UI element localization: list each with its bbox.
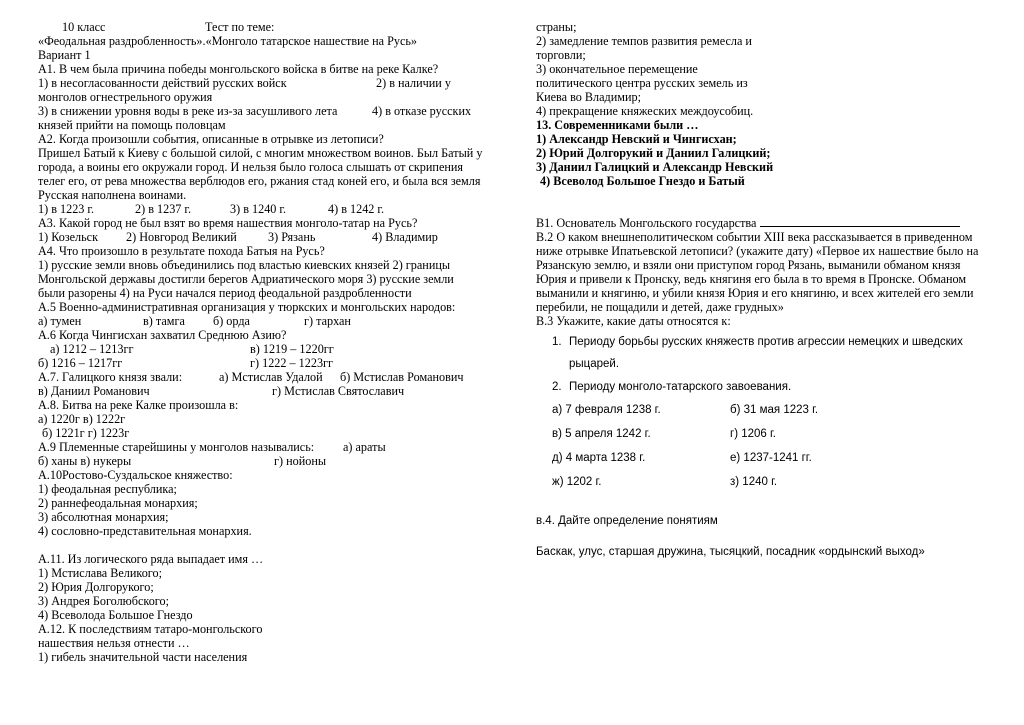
- answer-blank-b1: [760, 216, 960, 227]
- date-option: б) 31 мая 1223 г.: [730, 404, 819, 416]
- text-line: 3) абсолютная монархия;: [38, 510, 169, 524]
- text-line: 1) в 1223 г.: [38, 202, 95, 216]
- text-line: б) Мстислав Романович: [340, 370, 464, 384]
- text-line: А.10Ростово-Суздальское княжество:: [38, 468, 233, 482]
- text-line: 4) в отказе русских: [372, 104, 472, 118]
- date-option: з) 1240 г.: [730, 476, 778, 488]
- text-line: телег его, от рева множества верблюдов его, ржания стад коней его, и была вся земля: [38, 174, 481, 188]
- list-item: 2.: [552, 381, 562, 393]
- text-line: А1. В чем была причина победы монгольского войска в битве на реке Калке?: [38, 62, 439, 76]
- text-line: А.12. К последствиям татаро-монгольского: [38, 622, 263, 636]
- text-line: г) Мстислав Святославич: [272, 384, 405, 398]
- text-line: А4. Что произошло в результате похода Батыя на Русь?: [38, 244, 325, 258]
- text-line: 13. Современниками были …: [536, 118, 699, 132]
- text-line: 4) Всеволод Большое Гнездо и Батый: [540, 174, 745, 188]
- text-line: а) 1220г в) 1222г: [38, 412, 126, 426]
- text-line: 3) в 1240 г.: [230, 202, 287, 216]
- text-line: Русская наполнена воинами.: [38, 188, 187, 202]
- text-line: А.6 Когда Чингисхан захватил Среднюю Азию?: [38, 328, 287, 342]
- text-line: 4) в 1242 г.: [328, 202, 385, 216]
- text-line: 3) Рязань: [268, 230, 316, 244]
- text-line: 2) Юрия Долгорукого;: [38, 580, 154, 594]
- text-line: А3. Какой город не был взят во время нашествия монголо-татар на Русь?: [38, 216, 418, 230]
- text-line: «Феодальная раздробленность».«Монголо татарское нашествие на Русь»: [38, 34, 418, 48]
- text-line: а) 1212 – 1213гг: [50, 342, 134, 356]
- text-line: 2) в 1237 г.: [135, 202, 192, 216]
- text-line: страны;: [536, 20, 577, 34]
- text-line: А.7. Галицкого князя звали:: [38, 370, 183, 384]
- date-option: а) 7 февраля 1238 г.: [552, 404, 661, 416]
- text-line: в) Даниил Романович: [38, 384, 150, 398]
- text-line: г) тархан: [304, 314, 351, 328]
- text-line: князей прийти на помощь половцам: [38, 118, 226, 132]
- text-line: в) 1219 – 1220гг: [250, 342, 334, 356]
- text-line: в) тамга: [143, 314, 185, 328]
- text-line: А.5 Военно-административная организация у тюркских и монгольских народов:: [38, 300, 456, 314]
- text-line: Пришел Батый к Киеву с большой силой, с многим множеством воинов. Был Батый у: [38, 146, 483, 160]
- question-b4-title: в.4. Дайте определение понятиям: [536, 515, 718, 527]
- text-line: торговли;: [536, 48, 586, 62]
- text-line: выманили и княгиню, и убили князя Юрия и его княгиню, и всех жителей его земли: [536, 286, 974, 300]
- question-b1-label: В1. Основатель Монгольского государства: [536, 216, 757, 230]
- text-line: 1) в несогласованности действий русских войск: [38, 76, 287, 90]
- date-option: е) 1237-1241 гг.: [730, 452, 812, 464]
- text-line: а) араты: [343, 440, 386, 454]
- text-line: 1) Козельск: [38, 230, 99, 244]
- text-line: 1) гибель значительной части населения: [38, 650, 248, 664]
- text-line: б) 1221г г) 1223г: [42, 426, 130, 440]
- text-line: 2) замедление темпов развития ремесла и: [536, 34, 752, 48]
- text-line: политического центра русских земель из: [536, 76, 748, 90]
- text-line: 2) в наличии у: [376, 76, 451, 90]
- text-line: 1) феодальная республика;: [38, 482, 177, 496]
- text-line: А.11. Из логического ряда выпадает имя …: [38, 552, 264, 566]
- text-line: Киева во Владимир;: [536, 90, 641, 104]
- text-line: 3) в снижении уровня воды в реке из-за засушливого лета: [38, 104, 338, 118]
- text-line: города, а воины его окружали город. И нельзя было голоса слышать от скрипения: [38, 160, 464, 174]
- text-line: 10 класс: [62, 20, 106, 34]
- text-line: 3) Андрея Боголюбского;: [38, 594, 169, 608]
- text-line: перебили, не пощадили и детей, даже грудных»: [536, 300, 784, 314]
- text-line: Рязанскую землю, и взяли они приступом город Рязань, выманили обманом князя: [536, 258, 961, 272]
- text-line: Юрия и привели к Пронску, ведь княгиня его была в то время в Пронске. Обманом: [536, 272, 967, 286]
- question-b4-terms: Баскак, улус, старшая дружина, тысяцкий, посадник «ордынский выход»: [536, 546, 925, 558]
- text-line: были разорены 4) на Руси начался период феодальной раздробленности: [38, 286, 412, 300]
- text-line: Тест по теме:: [205, 20, 275, 34]
- text-line: В.3 Укажите, какие даты относятся к:: [536, 314, 731, 328]
- text-line: 2) Юрий Долгорукий и Даниил Галицкий;: [536, 146, 771, 160]
- date-option: г) 1206 г.: [730, 428, 776, 440]
- text-line: а) Мстислав Удалой: [219, 370, 323, 384]
- text-line: 2) Новгород Великий: [126, 230, 237, 244]
- text-line: В.2 О каком внешнеполитическом событии XIII века рассказывается в приведенном: [536, 230, 973, 244]
- text-line: 3) окончательное перемещение: [536, 62, 698, 76]
- text-line: А2. Когда произошли события, описанные в отрывке из летописи?: [38, 132, 384, 146]
- text-line: г) нойоны: [274, 454, 327, 468]
- date-option: ж) 1202 г.: [552, 476, 602, 488]
- text-line: 1) русские земли вновь объединились под властью киевских князей 2) границы: [38, 258, 451, 272]
- text-line: Вариант 1: [38, 48, 91, 62]
- text-line: 4) Всеволода Большое Гнездо: [38, 608, 193, 622]
- text-line: 4) Владимир: [372, 230, 438, 244]
- text-line: б) орда: [213, 314, 250, 328]
- date-option: в) 5 апреля 1242 г.: [552, 428, 651, 440]
- question-b1: [536, 216, 960, 231]
- list-item: рыцарей.: [569, 358, 620, 370]
- text-line: нашествия нельзя отнести …: [38, 636, 190, 650]
- text-line: Монгольской державы достигли берегов Адриатического моря 3) русские земли: [38, 272, 454, 286]
- text-line: ниже отрывке Ипатьевской летописи? (укажите дату) «Первое их нашествие было на: [536, 244, 979, 258]
- text-line: а) тумен: [38, 314, 82, 328]
- text-line: 1) Мстислава Великого;: [38, 566, 162, 580]
- text-line: монголов огнестрельного оружия: [38, 90, 213, 104]
- text-line: б) 1216 – 1217гг: [38, 356, 123, 370]
- date-option: д) 4 марта 1238 г.: [552, 452, 646, 464]
- list-item: Периоду борьбы русских княжеств против агрессии немецких и шведских: [569, 336, 963, 348]
- text-line: б) ханы в) нукеры: [38, 454, 132, 468]
- text-line: А.9 Племенные старейшины у монголов назывались:: [38, 440, 315, 454]
- list-item: 1.: [552, 336, 562, 348]
- text-line: 3) Даниил Галицкий и Александр Невский: [536, 160, 774, 174]
- text-line: А.8. Битва на реке Калке произошла в:: [38, 398, 239, 412]
- text-line: 1) Александр Невский и Чингисхан;: [536, 132, 737, 146]
- text-line: 2) раннефеодальная монархия;: [38, 496, 198, 510]
- text-line: 4) сословно-представительная монархия.: [38, 524, 252, 538]
- text-line: 4) прекращение княжеских междоусобиц.: [536, 104, 754, 118]
- text-line: г) 1222 – 1223гг: [250, 356, 334, 370]
- list-item: Периоду монголо-татарского завоевания.: [569, 381, 792, 393]
